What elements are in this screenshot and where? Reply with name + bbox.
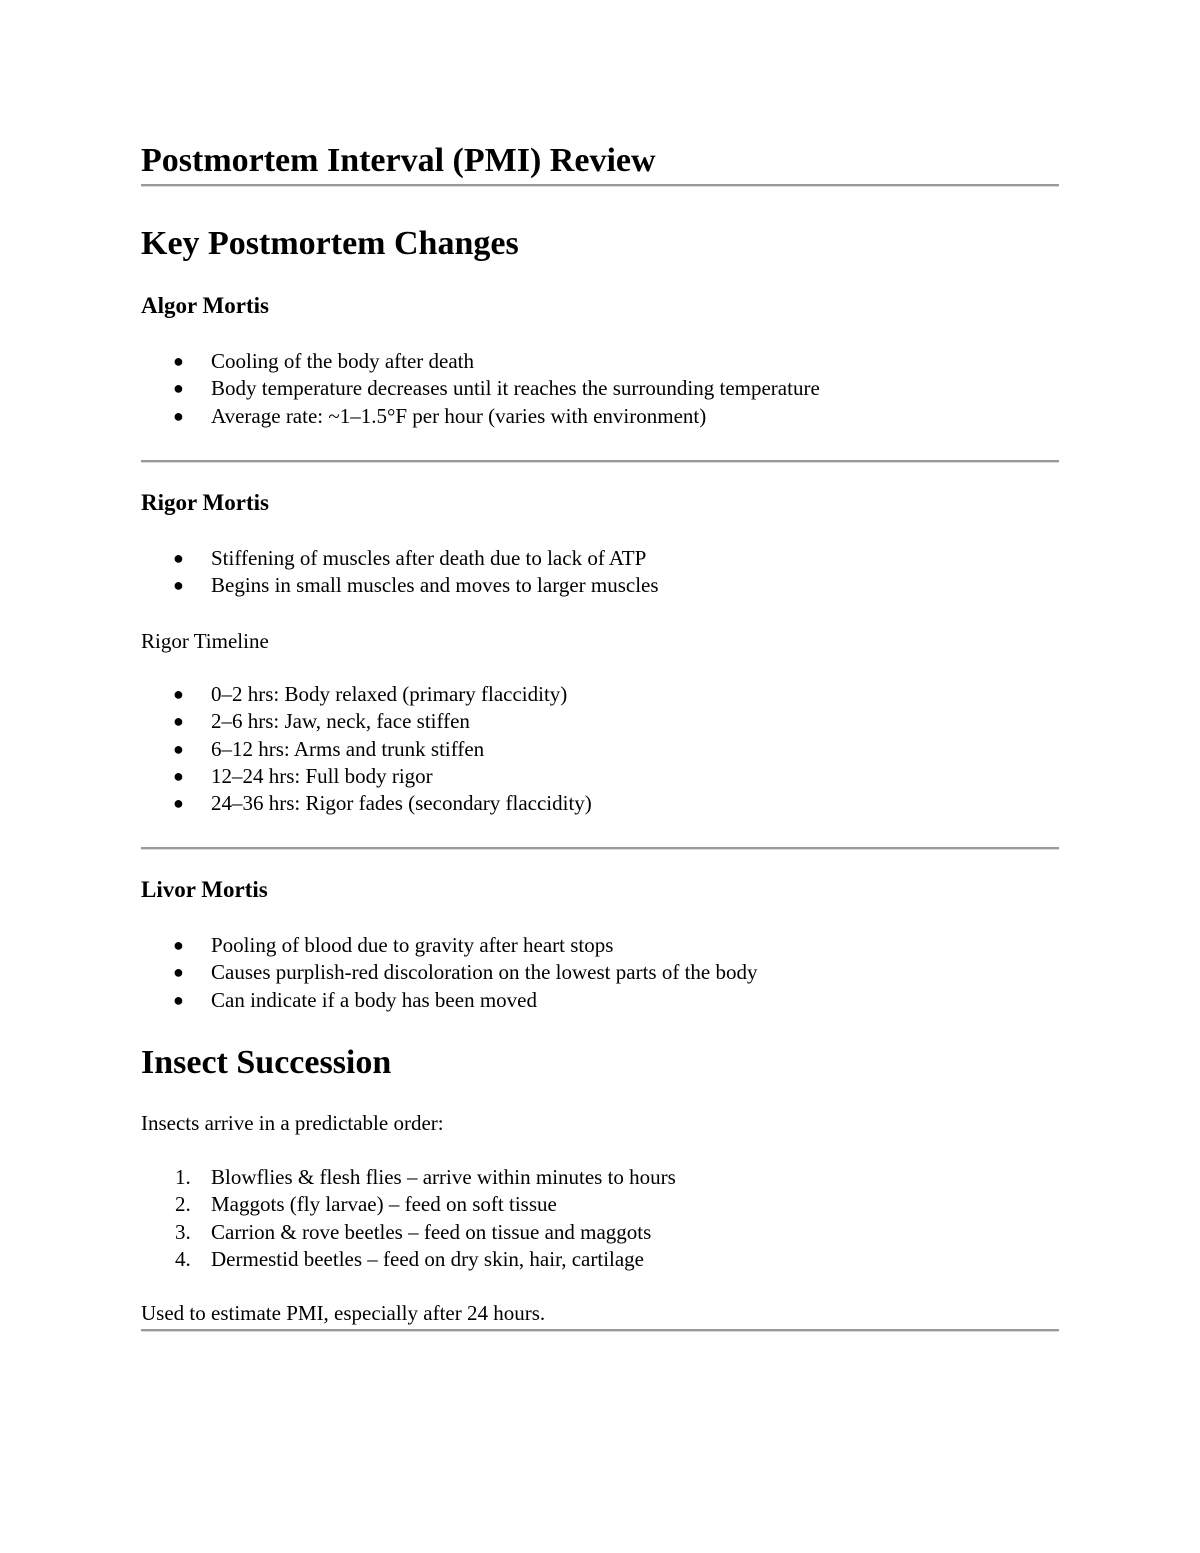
bullet-icon: ●	[173, 405, 184, 426]
list-item: ● Average rate: ~1–1.5°F per hour (varies with environment)	[141, 403, 820, 430]
section-divider	[141, 460, 1059, 463]
algor-mortis-heading: Algor Mortis	[141, 293, 269, 318]
section-divider	[141, 1329, 1059, 1332]
bullet-icon: ●	[173, 548, 184, 568]
list-item: 1. Blowflies & flesh flies – arrive within minutes to hours	[175, 1165, 676, 1189]
list-item: ● 2–6 hrs: Jaw, neck, face stiffen	[141, 708, 592, 735]
list-item: ● Pooling of blood due to gravity after heart stops	[141, 932, 757, 959]
insect-footer-note: Used to estimate PMI, especially after 24 hours.	[141, 1301, 546, 1325]
rigor-mortis-heading: Rigor Mortis	[141, 490, 269, 515]
bullet-icon: ●	[173, 962, 184, 983]
bullet-icon: ●	[173, 935, 184, 955]
list-item: ● Can indicate if a body has been moved	[141, 987, 757, 1014]
bullet-icon: ●	[173, 711, 184, 732]
list-item: ● 0–2 hrs: Body relaxed (primary flaccidity)	[141, 681, 592, 708]
bullet-icon: ●	[173, 351, 184, 371]
insect-succession-list	[141, 1164, 676, 1273]
livor-mortis-heading: Livor Mortis	[141, 877, 268, 902]
rigor-timeline-label: Rigor Timeline	[141, 629, 269, 653]
list-item: ● Causes purplish-red discoloration on the lowest parts of the body	[141, 959, 757, 986]
list-item: 3. Carrion & rove beetles – feed on tissue and maggots	[175, 1219, 652, 1244]
bullet-icon: ●	[173, 738, 184, 759]
list-item: ● 12–24 hrs: Full body rigor	[141, 763, 592, 790]
list-item: ● Body temperature decreases until it reaches the surrounding temperature	[141, 375, 820, 402]
title-divider	[141, 184, 1059, 187]
livor-mortis-list	[141, 932, 757, 1014]
list-item: ● Stiffening of muscles after death due to lack of ATP	[141, 545, 659, 572]
list-item: 2. Maggots (fly larvae) – feed on soft tissue	[175, 1192, 557, 1217]
list-item: 4. Dermestid beetles – feed on dry skin, hair, cartilage	[175, 1246, 645, 1271]
bullet-icon: ●	[173, 378, 184, 399]
list-item: ● 24–36 hrs: Rigor fades (secondary flaccidity)	[141, 790, 592, 817]
page-title: Postmortem Interval (PMI) Review	[141, 142, 656, 179]
bullet-icon: ●	[173, 989, 184, 1010]
bullet-icon: ●	[173, 684, 184, 704]
list-item: ● Begins in small muscles and moves to larger muscles	[141, 572, 659, 599]
rigor-mortis-list	[141, 545, 659, 600]
list-item: ● 6–12 hrs: Arms and trunk stiffen	[141, 736, 592, 763]
insect-succession-heading: Insect Succession	[141, 1044, 392, 1081]
bullet-icon: ●	[173, 765, 184, 786]
list-item: ● Cooling of the body after death	[141, 348, 820, 375]
bullet-icon: ●	[173, 575, 184, 596]
key-changes-heading: Key Postmortem Changes	[141, 225, 519, 262]
rigor-timeline-list	[141, 681, 592, 817]
bullet-icon: ●	[173, 793, 184, 814]
section-divider	[141, 847, 1059, 850]
insect-intro: Insects arrive in a predictable order:	[141, 1111, 444, 1135]
algor-mortis-list	[141, 348, 820, 430]
